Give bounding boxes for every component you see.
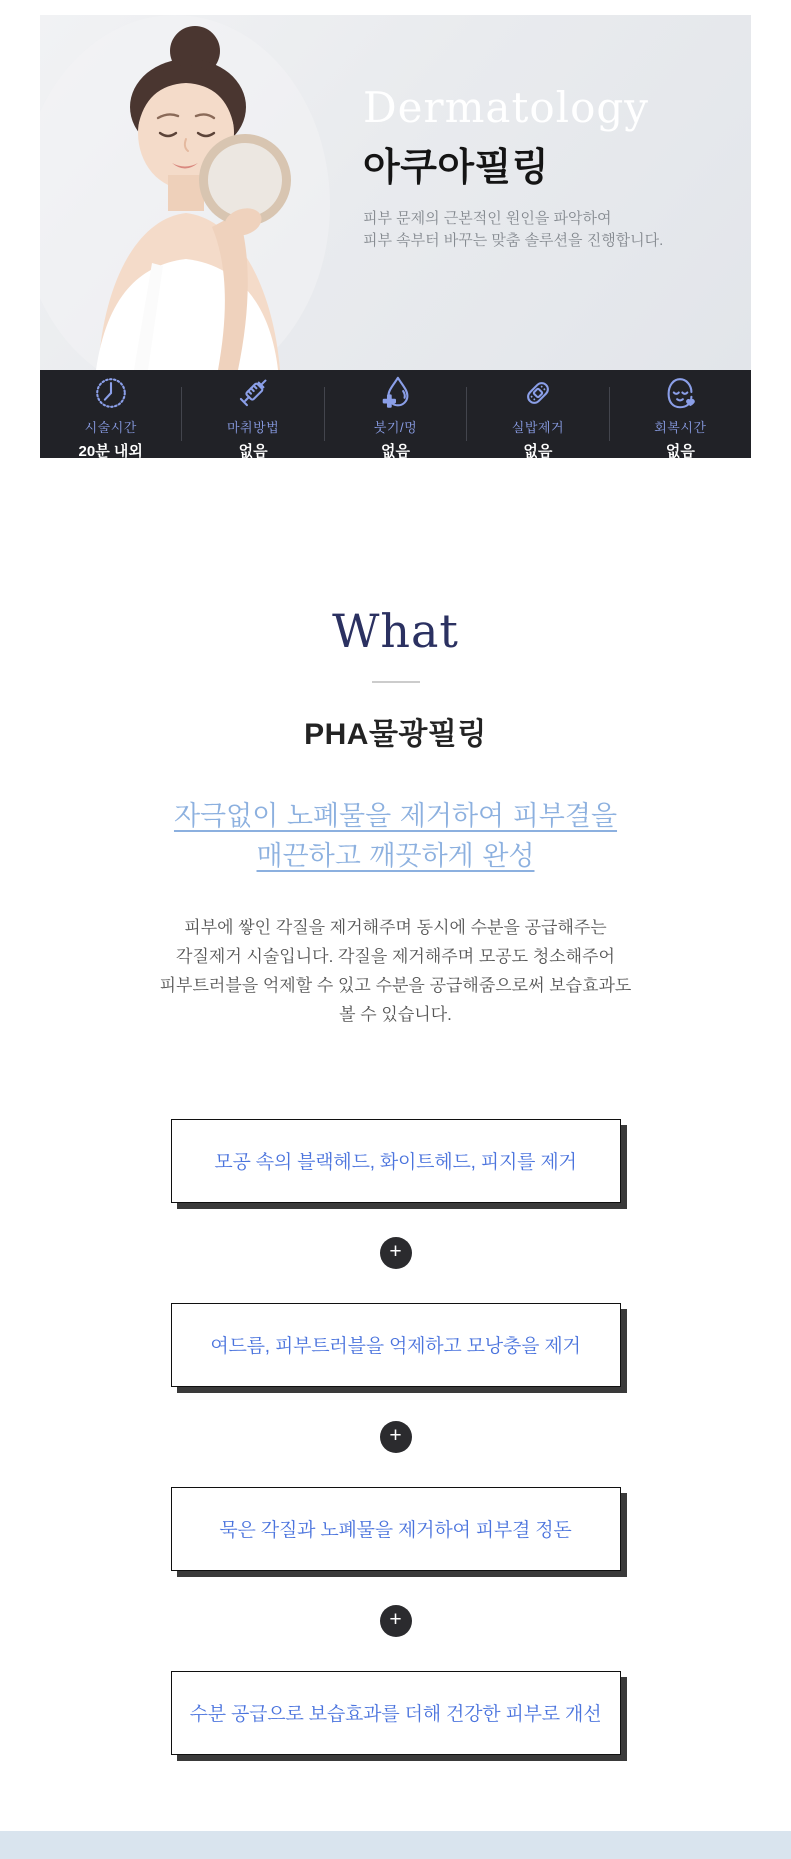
highlight-line: 자극없이 노폐물을 제거하여 피부결을 <box>173 800 618 832</box>
benefit-box <box>171 1303 621 1387</box>
benefit-list <box>0 1119 791 1755</box>
info-label: 회복시간 <box>654 419 707 435</box>
info-item-anesthesia <box>182 368 323 461</box>
plus-icon: + <box>389 1608 402 1632</box>
clock-icon <box>92 374 130 412</box>
syringe-icon <box>234 374 272 412</box>
info-value: 20분 내외 <box>78 442 143 460</box>
info-value: 없음 <box>665 442 695 460</box>
benefit-box <box>171 1487 621 1571</box>
info-item-swelling <box>325 368 466 461</box>
highlight-text <box>0 797 791 877</box>
hero-description <box>363 208 723 252</box>
hero-description-line: 피부 문제의 근본적인 원인을 파악하여 <box>363 209 612 227</box>
benefit-box <box>171 1119 621 1203</box>
bandage-icon <box>519 374 557 412</box>
section-heading-what: What <box>332 604 459 658</box>
info-item-procedure-time <box>40 368 181 461</box>
info-label: 마취방법 <box>226 419 280 435</box>
benefit-label: 모공 속의 블랙헤드, 화이트헤드, 피지를 제거 <box>214 1152 577 1174</box>
info-bar <box>40 370 751 458</box>
face-heart-icon <box>661 374 699 412</box>
info-label: 붓기/멍 <box>373 419 418 435</box>
droplet-plus-icon <box>377 374 415 412</box>
what-section <box>0 458 791 1755</box>
info-item-recovery-time <box>610 368 751 461</box>
model-photo <box>40 15 340 370</box>
treatment-description-line: 피부트러블을 억제할 수 있고 수분을 공급해줌으로써 보습효과도 <box>159 975 632 995</box>
page-title: 아쿠아필링 <box>363 147 550 190</box>
treatment-title: PHA물광필링 <box>304 717 487 751</box>
treatment-description-line: 피부에 쌓인 각질을 제거해주며 동시에 수분을 공급해주는 <box>184 917 607 937</box>
hero-section <box>40 15 751 370</box>
info-item-stitch-removal <box>467 368 608 461</box>
page <box>0 15 791 1859</box>
treatment-description-line: 볼 수 있습니다. <box>339 1004 452 1024</box>
hero-description-line: 피부 속부터 바꾸는 맞춤 솔루션을 진행합니다. <box>363 231 664 249</box>
benefit-label: 여드름, 피부트러블을 억제하고 모낭충을 제거 <box>210 1336 581 1358</box>
plus-icon: + <box>389 1240 402 1264</box>
benefit-box <box>171 1671 621 1755</box>
plus-separator <box>380 1421 412 1453</box>
hero-eyebrow: Dermatology <box>363 83 649 132</box>
bottom-band <box>0 1831 791 1859</box>
benefit-label: 수분 공급으로 보습효과를 더해 건강한 피부로 개선 <box>189 1704 602 1726</box>
plus-icon: + <box>389 1424 402 1448</box>
info-value: 없음 <box>523 442 553 460</box>
info-label: 시술시간 <box>84 419 137 435</box>
plus-separator <box>380 1237 412 1269</box>
treatment-description <box>0 913 791 1029</box>
info-value: 없음 <box>238 442 268 460</box>
treatment-description-line: 각질제거 시술입니다. 각질을 제거해주며 모공도 청소해주어 <box>176 946 615 966</box>
section-divider <box>372 681 420 683</box>
hero-text-block <box>363 85 723 252</box>
highlight-line: 매끈하고 깨끗하게 완성 <box>256 840 535 872</box>
info-value: 없음 <box>381 442 410 460</box>
plus-separator <box>380 1605 412 1637</box>
benefit-label: 묵은 각질과 노폐물을 제거하여 피부결 정돈 <box>219 1520 572 1542</box>
info-label: 실밥제거 <box>511 419 565 435</box>
